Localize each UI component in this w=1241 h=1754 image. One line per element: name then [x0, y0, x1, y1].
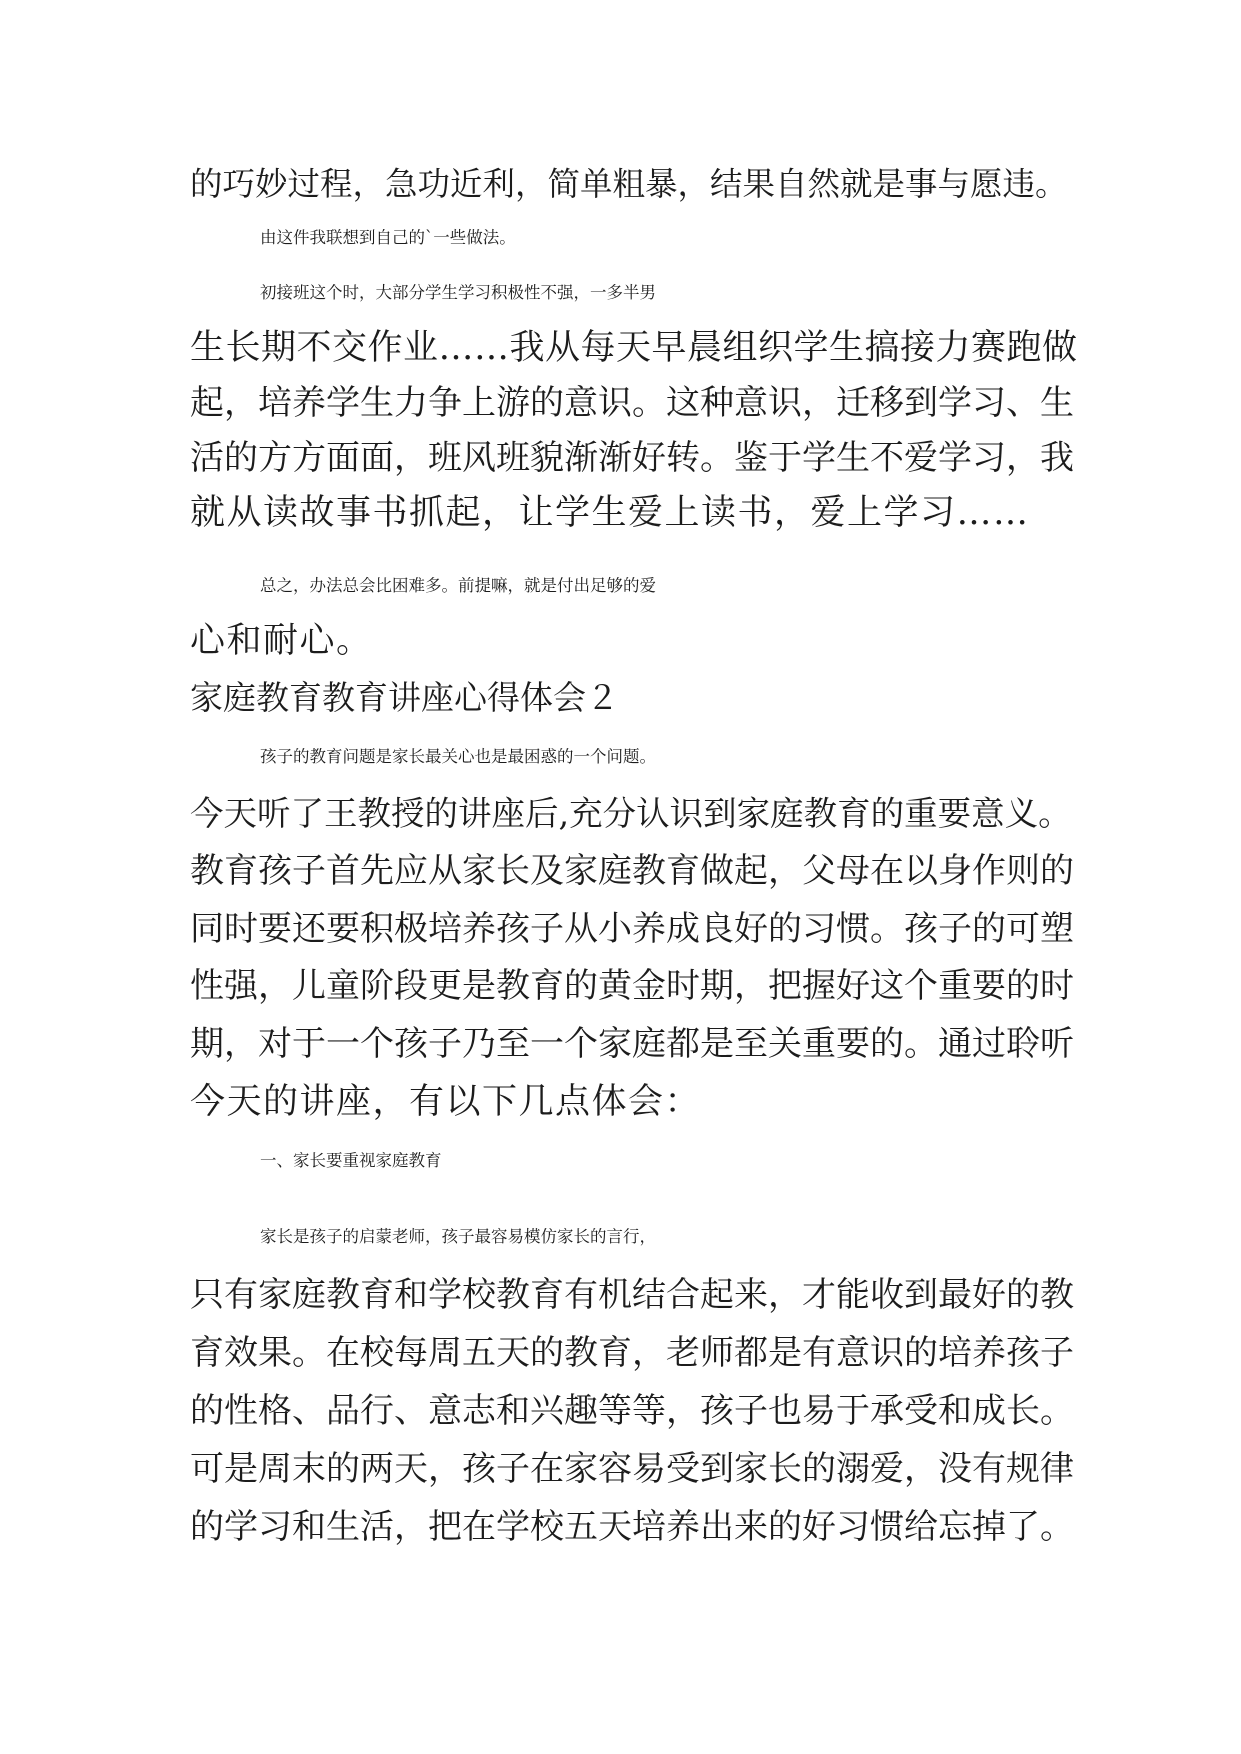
- text-line: 孩子的教育问题是家长最关心也是最困惑的一个问题。: [260, 747, 656, 766]
- text-line: 活的方方面面，班风班貌渐渐好转。鉴于学生不爱学习，我: [190, 438, 1074, 478]
- text-line: 性强，儿童阶段更是教育的黄金时期，把握好这个重要的时: [190, 966, 1074, 1006]
- text-line: 的巧妙过程，急功近利，简单粗暴，结果自然就是事与愿违。: [190, 165, 1068, 203]
- section-heading: 家庭教育教育讲座心得体会２: [190, 678, 619, 717]
- text-line: 育效果。在校每周五天的教育，老师都是有意识的培养孩子: [190, 1333, 1074, 1373]
- text-line: 总之，办法总会比困难多。前提嘛，就是付出足够的爱: [260, 576, 656, 595]
- subsection-heading: 一、家长要重视家庭教育: [260, 1151, 442, 1170]
- text-line: 由这件我联想到自己的`一些做法。: [260, 228, 516, 247]
- text-line: 就从读故事书抓起，让学生爱上读书，爱上学习……: [190, 493, 1030, 533]
- text-line: 今天的讲座，有以下几点体会：: [190, 1082, 702, 1122]
- text-line: 只有家庭教育和学校教育有机结合起来，才能收到最好的教: [190, 1275, 1074, 1315]
- text-line: 同时要还要积极培养孩子从小养成良好的习惯。孩子的可塑: [190, 909, 1074, 949]
- text-line: 家长是孩子的启蒙老师，孩子最容易模仿家长的言行，: [260, 1227, 656, 1246]
- text-line: 教育孩子首先应从家长及家庭教育做起，父母在以身作则的: [190, 851, 1074, 891]
- text-line: 的学习和生活，把在学校五天培养出来的好习惯给忘掉了。: [190, 1507, 1074, 1547]
- text-line: 生长期不交作业……我从每天早晨组织学生搞接力赛跑做: [190, 328, 1078, 368]
- text-line: 初接班这个时，大部分学生学习积极性不强，一多半男: [260, 283, 656, 302]
- text-line: 可是周末的两天，孩子在家容易受到家长的溺爱，没有规律: [190, 1449, 1074, 1489]
- text-line: 今天听了王教授的讲座后,充分认识到家庭教育的重要意义。: [190, 794, 1072, 833]
- text-line: 起，培养学生力争上游的意识。这种意识，迁移到学习、生: [190, 383, 1074, 423]
- text-line: 的性格、品行、意志和兴趣等等，孩子也易于承受和成长。: [190, 1391, 1074, 1431]
- text-line: 期，对于一个孩子乃至一个家庭都是至关重要的。通过聆听: [190, 1024, 1074, 1064]
- text-line: 心和耐心。: [190, 621, 373, 661]
